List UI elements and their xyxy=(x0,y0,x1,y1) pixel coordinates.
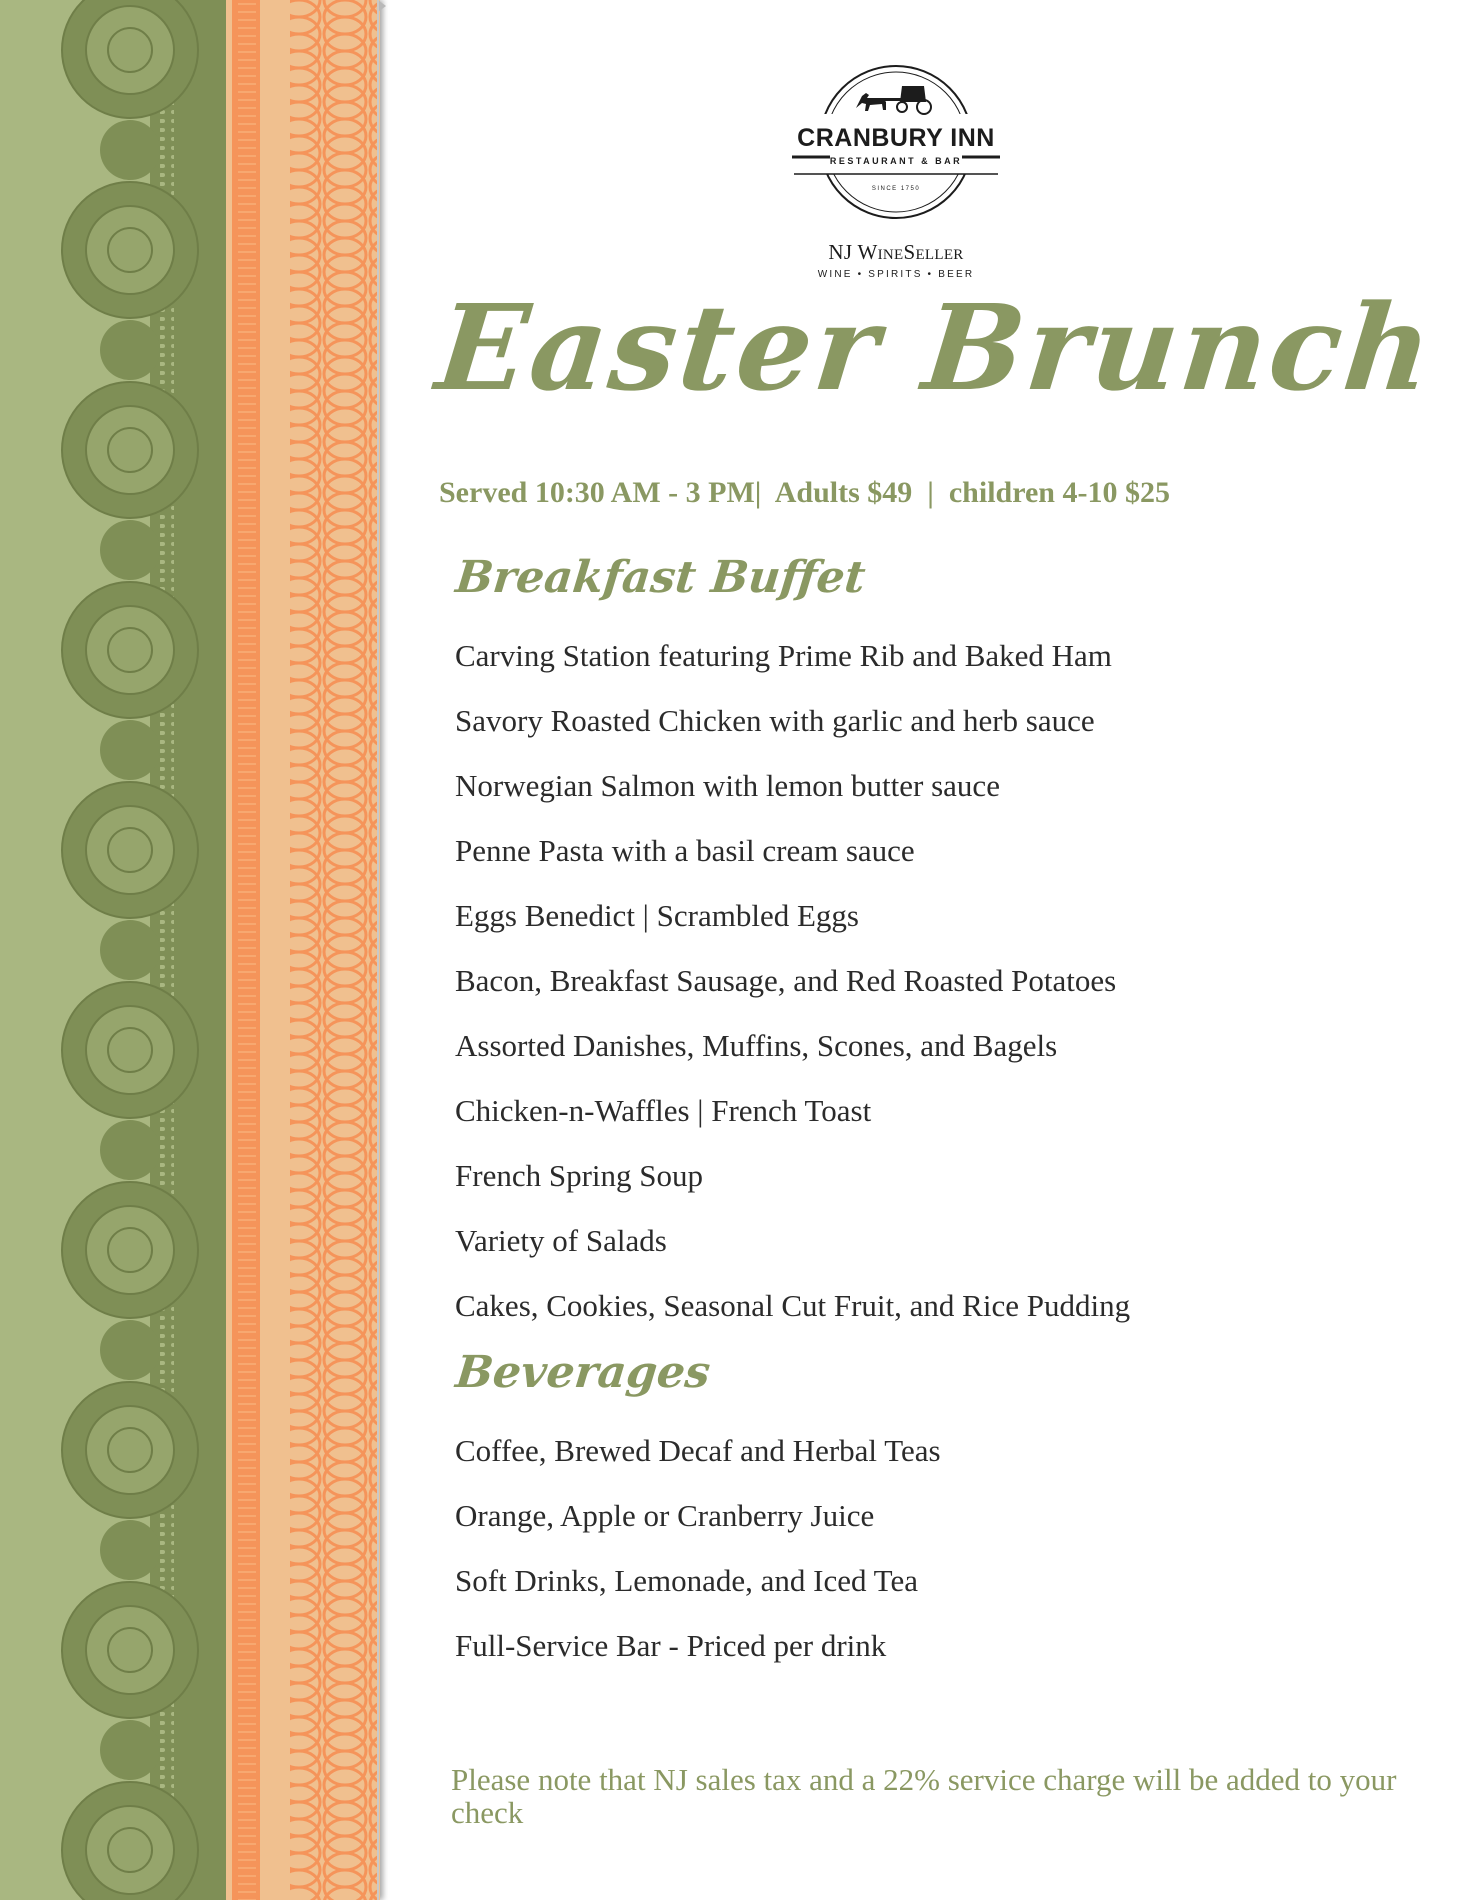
breakfast-buffet-list xyxy=(455,638,1130,1353)
menu-item: Bacon, Breakfast Sausage, and Red Roasted Potatoes xyxy=(455,963,1117,998)
beverages-heading: Beverages xyxy=(453,1347,713,1398)
lace-border-graphic xyxy=(0,0,390,1900)
logo-name: CRANBURY INN xyxy=(797,124,995,152)
horse-carriage-icon xyxy=(856,86,931,114)
menu-item: Carving Station featuring Prime Rib and Baked Ham xyxy=(455,638,1112,673)
wineseller-name: NJ WineSeller xyxy=(828,240,964,264)
page-title: Easter Brunch xyxy=(430,278,1442,417)
tax-service-charge-note: Please note that NJ sales tax and a 22% service charge will be added to your check xyxy=(451,1762,1397,1830)
wineseller-tagline: WINE • SPIRITS • BEER xyxy=(817,269,975,280)
menu-item: Cakes, Cookies, Seasonal Cut Fruit, and Rice Pudding xyxy=(455,1288,1131,1323)
menu-item: Coffee, Brewed Decaf and Herbal Teas xyxy=(455,1433,941,1468)
menu-item: French Spring Soup xyxy=(455,1158,703,1193)
cranbury-inn-logo xyxy=(790,62,1002,224)
menu-item: Full-Service Bar - Priced per drink xyxy=(455,1628,887,1663)
logo-subtitle: RESTAURANT & BAR xyxy=(829,156,963,166)
breakfast-buffet-heading: Breakfast Buffet xyxy=(453,552,868,603)
menu-item: Chicken-n-Waffles | French Toast xyxy=(455,1093,872,1128)
logo-since: SINCE 1750 xyxy=(871,186,921,192)
menu-item: Variety of Salads xyxy=(455,1223,667,1258)
menu-item: Penne Pasta with a basil cream sauce xyxy=(455,833,915,868)
beverages-list xyxy=(455,1433,941,1693)
decorative-lace-border xyxy=(0,0,390,1900)
menu-item: Savory Roasted Chicken with garlic and herb sauce xyxy=(455,703,1095,738)
menu-item: Soft Drinks, Lemonade, and Iced Tea xyxy=(455,1563,918,1598)
menu-item: Norwegian Salmon with lemon butter sauce xyxy=(455,768,1000,803)
nj-wineseller-logo xyxy=(790,240,1002,280)
service-hours-and-prices: Served 10:30 AM - 3 PM| Adults $49 | children 4-10 $25 xyxy=(439,476,1170,509)
menu-item: Eggs Benedict | Scrambled Eggs xyxy=(455,898,859,933)
menu-item: Orange, Apple or Cranberry Juice xyxy=(455,1498,875,1533)
menu-item: Assorted Danishes, Muffins, Scones, and Bagels xyxy=(455,1028,1058,1063)
